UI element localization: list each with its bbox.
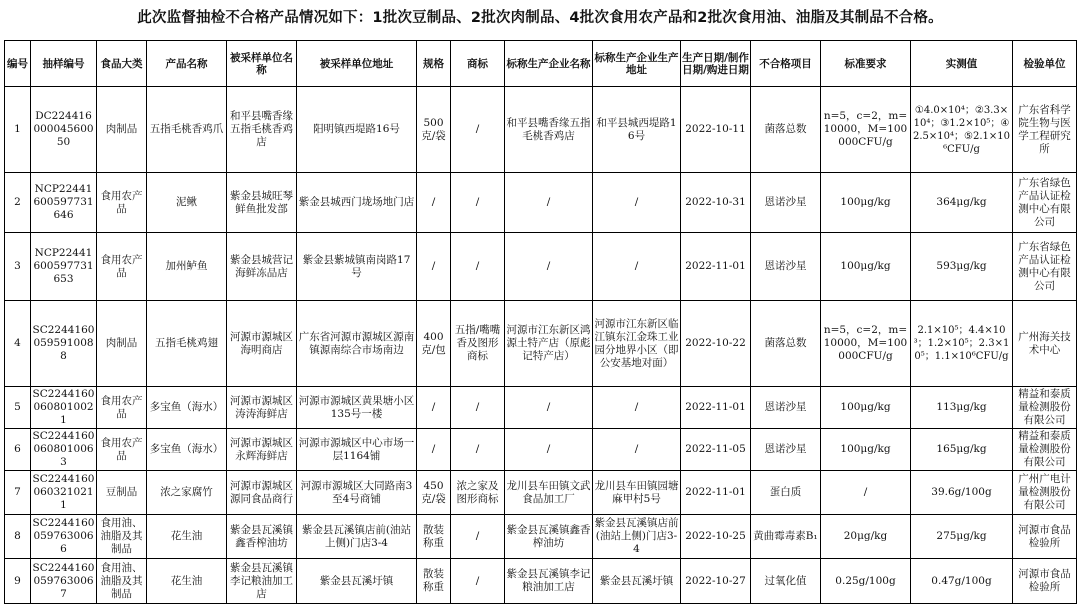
table-row (5, 87, 1077, 173)
cell-no: 8 (5, 515, 31, 559)
cell-date: 2022-11-05 (681, 429, 751, 471)
cell-result: 39.6g/100g (911, 471, 1013, 515)
cell-date: 2022-10-31 (681, 173, 751, 233)
cell-sample-id: SC22441600603210211 (31, 471, 97, 515)
cell-producer-address: 紫金县瓦溪镇店前(油站上侧)门店3-4 (593, 515, 681, 559)
cell-producer: 紫金县瓦溪镇鑫香榨油坊 (505, 515, 593, 559)
cell-producer: 河源市江东新区鸿源土特产店（原彪记特产店） (505, 301, 593, 387)
cell-standard: n=5，c=2，m=10000，M=100000CFU/g (821, 301, 911, 387)
cell-product: 五指毛桃鸡翅 (147, 301, 227, 387)
cell-date: 2022-11-01 (681, 233, 751, 301)
cell-sample-id: SC22441600608010063 (31, 429, 97, 471)
header-result: 实测值 (911, 41, 1013, 87)
cell-producer-address: / (593, 233, 681, 301)
cell-sample-id: SC22441600597630066 (31, 515, 97, 559)
cell-spec: / (417, 387, 451, 429)
cell-category: 食用农产品 (97, 387, 147, 429)
header-producer-address: 标称生产企业生产地址 (593, 41, 681, 87)
cell-result: 593μg/kg (911, 233, 1013, 301)
cell-no: 7 (5, 471, 31, 515)
table-row (5, 471, 1077, 515)
cell-unit-address: 河源市源城区黄果塘小区135号一楼 (297, 387, 417, 429)
cell-category: 肉制品 (97, 87, 147, 173)
cell-no: 9 (5, 559, 31, 604)
cell-unit-name: 紫金县瓦溪镇李记粮油加工店 (227, 559, 297, 604)
header-standard: 标准要求 (821, 41, 911, 87)
cell-unit-name: 河源市源城区源同食品商行 (227, 471, 297, 515)
cell-category: 食用农产品 (97, 173, 147, 233)
cell-item: 黄曲霉毒素B₁ (751, 515, 821, 559)
header-no: 编号 (5, 41, 31, 87)
cell-no: 2 (5, 173, 31, 233)
cell-unit-name: 河源市源城区涛涛海鲜店 (227, 387, 297, 429)
cell-producer: / (505, 429, 593, 471)
cell-result: 165μg/kg (911, 429, 1013, 471)
cell-lab: 精益和泰质量检测股份有限公司 (1013, 387, 1077, 429)
cell-result: 275μg/kg (911, 515, 1013, 559)
cell-product: 花生油 (147, 515, 227, 559)
cell-sample-id: DC22441600004560050 (31, 87, 97, 173)
cell-product: 五指毛桃香鸡爪 (147, 87, 227, 173)
header-lab: 检验单位 (1013, 41, 1077, 87)
cell-item: 菌落总数 (751, 301, 821, 387)
cell-lab: 广东省绿色产品认证检测中心有限公司 (1013, 173, 1077, 233)
cell-no: 6 (5, 429, 31, 471)
cell-unit-address: 阳明镇西堤路16号 (297, 87, 417, 173)
cell-product: 多宝鱼（海水） (147, 429, 227, 471)
cell-sample-id: SC22441600597630067 (31, 559, 97, 604)
cell-trademark: / (451, 559, 505, 604)
cell-producer-address: 和平县城西堤路16号 (593, 87, 681, 173)
cell-producer-address: 河源市江东新区临江镇东江金珠工业园分地界小区（即公安基地对面） (593, 301, 681, 387)
cell-trademark: / (451, 233, 505, 301)
cell-category: 食用农产品 (97, 429, 147, 471)
table-header-row (5, 41, 1077, 87)
cell-lab: 精益和泰质量检测股份有限公司 (1013, 429, 1077, 471)
cell-category: 食用农产品 (97, 233, 147, 301)
cell-unit-address: 广东省河源市源城区源南镇源南综合市场南边 (297, 301, 417, 387)
page-title: 此次监督抽检不合格产品情况如下：1批次豆制品、2批次肉制品、4批次食用农产品和2批次食用油、油脂及其制品不合格。 (137, 10, 943, 26)
cell-unit-name: 和平县嘴香缘五指毛桃香鸡店 (227, 87, 297, 173)
cell-date: 2022-10-25 (681, 515, 751, 559)
cell-item: 蛋白质 (751, 471, 821, 515)
cell-producer: 龙川县车田镇文武食品加工厂 (505, 471, 593, 515)
cell-spec: 450克/袋 (417, 471, 451, 515)
cell-producer: / (505, 173, 593, 233)
header-sample-id: 抽样编号 (31, 41, 97, 87)
cell-unit-address: 紫金县瓦溪镇店前(油站上侧)门店3-4 (297, 515, 417, 559)
table-row (5, 301, 1077, 387)
cell-unit-name: 河源市源城区永辉海鲜店 (227, 429, 297, 471)
cell-trademark: / (451, 387, 505, 429)
table-row (5, 233, 1077, 301)
cell-spec: / (417, 429, 451, 471)
cell-result: ①4.0×10⁴；②3.3×10⁴；③1.2×10⁵；④2.5×10⁴；⑤2.1×10⁶CFU/g (911, 87, 1013, 173)
cell-producer: 和平县嘴香缘五指毛桃香鸡店 (505, 87, 593, 173)
header-date: 生产日期/制作日期/购进日期 (681, 41, 751, 87)
cell-category: 食用油、油脂及其制品 (97, 515, 147, 559)
cell-product: 多宝鱼（海水） (147, 387, 227, 429)
cell-spec: / (417, 233, 451, 301)
cell-no: 1 (5, 87, 31, 173)
cell-product: 加州鲈鱼 (147, 233, 227, 301)
header-unit-address: 被采样单位地址 (297, 41, 417, 87)
cell-unit-address: 紫金县瓦溪圩镇 (297, 559, 417, 604)
cell-producer-address: / (593, 173, 681, 233)
cell-sample-id: SC22441600595910088 (31, 301, 97, 387)
cell-unit-name: 紫金县城营记海鲜冻品店 (227, 233, 297, 301)
cell-trademark: / (451, 173, 505, 233)
cell-producer-address: / (593, 387, 681, 429)
cell-no: 3 (5, 233, 31, 301)
cell-product: 泥鳅 (147, 173, 227, 233)
cell-unit-address: 河源市源城区大同路南3至4号商铺 (297, 471, 417, 515)
cell-no: 4 (5, 301, 31, 387)
cell-unit-address: 河源市源城区中心市场一层1164铺 (297, 429, 417, 471)
cell-lab: 广东省绿色产品认证检测中心有限公司 (1013, 233, 1077, 301)
cell-standard: / (821, 471, 911, 515)
cell-spec: 500克/袋 (417, 87, 451, 173)
table-row (5, 387, 1077, 429)
cell-producer-address: 龙川县车田镇园塘麻甲村5号 (593, 471, 681, 515)
cell-unit-address: 紫金县城西门垅场地门店 (297, 173, 417, 233)
cell-result: 2.1×10⁵；4.4×10³；1.2×10⁵；2.3×10⁵；1.1×10⁶CFU/g (911, 301, 1013, 387)
cell-standard: 0.25g/100g (821, 559, 911, 604)
cell-item: 恩诺沙星 (751, 387, 821, 429)
cell-trademark: 浓之家及图形商标 (451, 471, 505, 515)
cell-category: 豆制品 (97, 471, 147, 515)
cell-item: 恩诺沙星 (751, 173, 821, 233)
cell-date: 2022-11-01 (681, 387, 751, 429)
header-product: 产品名称 (147, 41, 227, 87)
cell-standard: 100μg/kg (821, 429, 911, 471)
cell-item: 菌落总数 (751, 87, 821, 173)
table-row (5, 429, 1077, 471)
cell-unit-name: 紫金县瓦溪镇鑫香榨油坊 (227, 515, 297, 559)
cell-date: 2022-11-01 (681, 471, 751, 515)
cell-unit-address: 紫金县紫城镇南岗路17号 (297, 233, 417, 301)
cell-result: 0.47g/100g (911, 559, 1013, 604)
cell-producer-address: / (593, 429, 681, 471)
header-spec: 规格 (417, 41, 451, 87)
cell-item: 恩诺沙星 (751, 429, 821, 471)
cell-trademark: / (451, 87, 505, 173)
cell-result: 113μg/kg (911, 387, 1013, 429)
cell-trademark: / (451, 429, 505, 471)
cell-producer: / (505, 233, 593, 301)
cell-producer: / (505, 387, 593, 429)
cell-item: 恩诺沙星 (751, 233, 821, 301)
cell-sample-id: SC22441600608010021 (31, 387, 97, 429)
cell-standard: n=5，c=2，m=10000，M=100000CFU/g (821, 87, 911, 173)
cell-date: 2022-10-11 (681, 87, 751, 173)
unqualified-products-table (4, 40, 1077, 604)
cell-producer: 紫金县瓦溪镇李记粮油加工店 (505, 559, 593, 604)
table-row (5, 173, 1077, 233)
cell-trademark: / (451, 515, 505, 559)
table-row (5, 515, 1077, 559)
cell-lab: 河源市食品检验所 (1013, 515, 1077, 559)
cell-unit-name: 紫金县城旺琴鲜鱼批发部 (227, 173, 297, 233)
cell-no: 5 (5, 387, 31, 429)
cell-lab: 广州海关技术中心 (1013, 301, 1077, 387)
cell-lab: 广州广电计量检测股份有限公司 (1013, 471, 1077, 515)
cell-category: 食用油、油脂及其制品 (97, 559, 147, 604)
header-producer: 标称生产企业名称 (505, 41, 593, 87)
cell-spec: / (417, 173, 451, 233)
cell-standard: 100μg/kg (821, 233, 911, 301)
cell-item: 过氧化值 (751, 559, 821, 604)
cell-date: 2022-10-22 (681, 301, 751, 387)
cell-spec: 散装称重 (417, 559, 451, 604)
table-row (5, 559, 1077, 604)
cell-sample-id: NCP22441600597731646 (31, 173, 97, 233)
cell-trademark: 五指/嘴嘴香及图形商标 (451, 301, 505, 387)
cell-unit-name: 河源市源城区海明商店 (227, 301, 297, 387)
header-item: 不合格项目 (751, 41, 821, 87)
cell-producer-address: 紫金县瓦溪圩镇 (593, 559, 681, 604)
cell-category: 肉制品 (97, 301, 147, 387)
cell-spec: 散装称重 (417, 515, 451, 559)
header-trademark: 商标 (451, 41, 505, 87)
header-unit-name: 被采样单位名称 (227, 41, 297, 87)
cell-sample-id: NCP22441600597731653 (31, 233, 97, 301)
cell-spec: 400克/包 (417, 301, 451, 387)
cell-product: 花生油 (147, 559, 227, 604)
cell-product: 浓之家腐竹 (147, 471, 227, 515)
cell-date: 2022-10-27 (681, 559, 751, 604)
cell-standard: 100μg/kg (821, 173, 911, 233)
cell-lab: 广东省科学院生物与医学工程研究所 (1013, 87, 1077, 173)
cell-standard: 20μg/kg (821, 515, 911, 559)
header-category: 食品大类 (97, 41, 147, 87)
cell-standard: 100μg/kg (821, 387, 911, 429)
cell-result: 364μg/kg (911, 173, 1013, 233)
cell-lab: 河源市食品检验所 (1013, 559, 1077, 604)
